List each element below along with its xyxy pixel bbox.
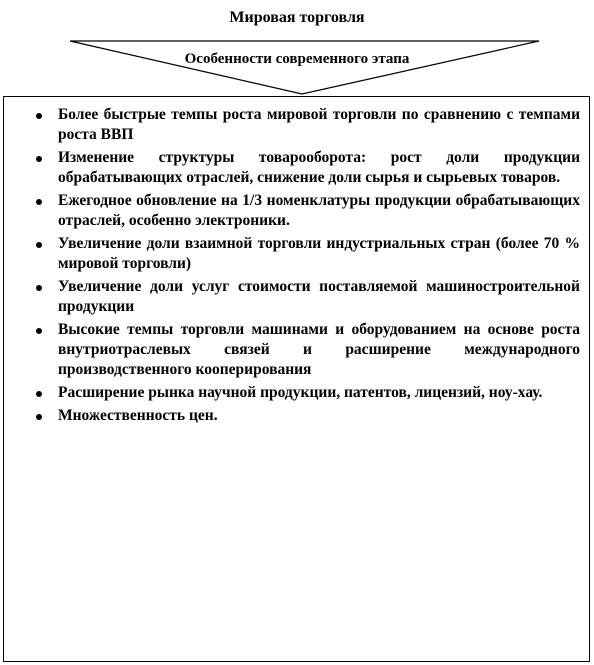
list-item-text: Высокие темпы торговли машинами и оборудованием на основе роста внутриотраслевых связей и расширение международного производственного кооперирования: [58, 321, 580, 378]
diagram-subtitle: Особенности современного этапа: [184, 51, 410, 67]
list-item-text: Увеличение доли услуг стоимости поставляемой машиностроительной продукции: [58, 278, 580, 315]
list-item: [14, 320, 580, 380]
bullet-icon: [36, 383, 50, 403]
bullet-icon: [36, 191, 50, 211]
bullet-icon: [36, 234, 50, 254]
bullet-icon: [36, 105, 50, 125]
diagram-title: Мировая торговля: [229, 9, 365, 26]
list-item: [14, 191, 580, 231]
list-item: [14, 234, 580, 274]
list-item-text: Расширение рынка научной продукции, патентов, лицензий, ноу-хау.: [58, 384, 543, 401]
features-box: [3, 96, 590, 662]
list-item-text: Множественность цен.: [58, 407, 218, 424]
list-item-text: Ежегодное обновление на 1/3 номенклатуры продукции обрабатывающих отраслей, особенно электроники.: [58, 192, 580, 229]
bullet-icon: [36, 148, 50, 168]
list-item: [14, 383, 580, 403]
list-item: [14, 406, 580, 426]
list-item-text: Изменение структуры товарооборота: рост доли продукции обрабатывающих отраслей, снижение доли сырья и сырьевых товаров.: [58, 149, 580, 186]
list-item-text: Увеличение доли взаимной торговли индустриальных стран (более 70 % мировой торговли): [58, 235, 580, 272]
list-item: [14, 105, 580, 145]
list-item: [14, 277, 580, 317]
features-list: [4, 97, 589, 426]
list-item-text: Более быстрые темпы роста мировой торговли по сравнению с темпами роста ВВП: [58, 106, 580, 143]
bullet-icon: [36, 277, 50, 297]
bullet-icon: [36, 320, 50, 340]
list-item: [14, 148, 580, 188]
bullet-icon: [36, 406, 50, 426]
